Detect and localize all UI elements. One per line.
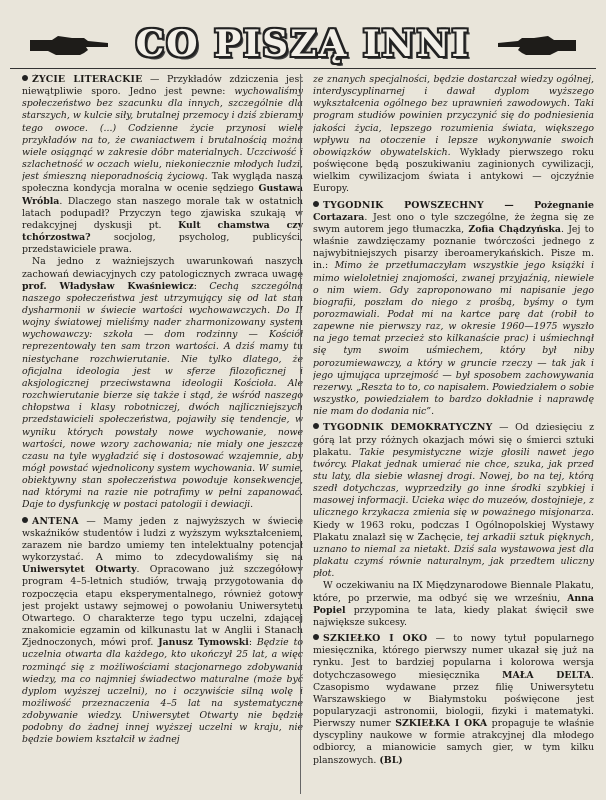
pointing-hand-left-icon [496, 34, 578, 58]
antena-continuation [313, 74, 594, 196]
person-name: Zofia Chądzyńska [468, 223, 561, 235]
right-column [313, 74, 594, 794]
text: . Jest ono o tyle szczególne, że żegna się ze swym autorem jego tłumaczka, [313, 211, 594, 235]
quote: Takie pesymistyczne wizje głosili nawet jego twórcy. Plakat jednak umierać nie chce, szuka, jak przed stu laty, dla siebie własnej drogi. Nowej, bo na tej, którą szedł dotychczas, wyprzedziły go inne środki szybkiej i masowej informacji. Ucieka więc do muzeów, dostojnieje, z ulicznego krzykacza zmienia się w poważnego misjonarza. [313, 446, 594, 519]
text: — Pożegnanie [483, 199, 594, 211]
magazine-name: SZKIEŁKA I OKA [395, 718, 488, 730]
zycie-literackie-paragraph [22, 74, 303, 256]
pointing-hand-right-icon [28, 34, 110, 58]
person-name: Gustawa Wróbla [22, 183, 303, 207]
text: W oczekiwaniu na IX Międzynarodowe Biennale Plakatu, które, po przerwie, ma odbyć się we wrześniu, [313, 580, 594, 604]
author-initials: (BL) [379, 754, 403, 766]
text: — Mamy jeden z najwyższych w świecie wskaźników studentów i ludzi z wyższym wykształceniem, zarazem nie bardzo umiemy ten intelektualny potencjał wykorzystać. A mimo to zdecydowaliśmy się na [22, 515, 303, 564]
text: propaguje te właśnie dyscypliny naukowe w formie atrakcyjnej dla młodego odbiorcy, a mianowicie samych gier, w tym kilku planszowych. [313, 718, 594, 766]
bullet-dot-icon [22, 517, 28, 523]
tygodnik-powszechny-paragraph [313, 200, 594, 419]
tygodnik-demokratyczny-paragraph [313, 422, 594, 580]
person-name: Anna Popiel [313, 592, 594, 616]
text: Na jedno z ważniejszych uwarunkowań naszych zachowań dewiacyjnych czy patologicznych zwraca uwagę [22, 256, 303, 280]
text: przypomina te lata, kiedy plakat święcił swe największe sukcesy. [313, 604, 594, 628]
rubric-title: ŻYCIE LITERACKIE [32, 74, 143, 85]
text: socjolog, psycholog, publicyści, przedstawiciele prawa. [22, 232, 303, 256]
text: Wykłady pierwszego roku poświęcone będą poszukiwaniu zaginionych cywilizacji, wielkim cywilizacjom świata i antykowi — ojczyźnie Europy. [313, 146, 594, 195]
text: . Jej to właśnie zawdzięczamy poznanie twórczości jednego z najwybitniejszych pisarzy iberoamerykańskich. Pisze m. in.: [313, 223, 594, 272]
column-divider [300, 74, 301, 794]
text: . Czasopismo wydawane przez filię Uniwersytetu Warszawskiego w Białymstoku poświęcone jest popularyzacji astronomii, biologii, fizyki i matematyki. Pierwszy numer [313, 669, 594, 730]
bullet-dot-icon [313, 201, 319, 207]
quote: wychowaliśmy społeczeństwo bez szacunku dla innych, szczególnie dla starszych, w kulcie siły, brutalnej przemocy i dziś zbieramy tego owoce. (...) Codzienne życie przynosi wiele przykładów na to, że cwaniactwem i brutalnością można wiele osiągnąć w zakresie dóbr materialnych. Uczciwość i szlachetność w oczach wielu, niekoniecznie młodych ludzi, jest śmieszną nieporadnością życiową. [22, 86, 303, 183]
text: . Dlaczego stan naszego morale tak w ostatnich latach podupadł? Przyczyn tego zjawiska szukają w redakcyjnej dyskusji pt. [22, 195, 303, 231]
header [10, 0, 596, 66]
rubric-title: SZKIEŁKO I OKO [323, 633, 428, 645]
rubric-title: ANTENA [32, 515, 79, 527]
rubric-title: TYGODNIK POWSZECHNY [323, 199, 484, 211]
discussion-title: Kult chamstwa czy tchórzostwa? [22, 219, 303, 244]
text: Tak wygląda nasza społeczna kondycja moralna w ocenie sędziego [22, 171, 303, 195]
antena-paragraph [22, 516, 303, 747]
text: — Przykładów zdziczenia jest niewątpliwie sporo. Jedno jest pewne: [22, 74, 303, 98]
person-name: prof. Władysław Kwaśniewicz [22, 280, 194, 292]
kwasniewicz-paragraph [22, 256, 303, 511]
rubric-title: TYGODNIK DEMOKRATYCZNY [323, 422, 493, 434]
text: — to nowy tytuł popularnego miesięcznika, którego pierwszy numer ukazał się już na rynku. Jest to bardziej popularna i kolorowa wersja dotychczasowego miesięcznika [313, 633, 594, 681]
bullet-dot-icon [313, 423, 319, 429]
header-rule [10, 68, 596, 69]
article-columns [22, 74, 594, 794]
szkielko-i-oko-paragraph [313, 633, 594, 767]
bullet-dot-icon [313, 634, 319, 640]
quote: Cechą szczególną naszego społeczeństwa jest utrzymujący się od lat stan dysharmonii w świecie wartości wychowawczych. Do II wojny światowej mieliśmy nader zharmonizowany system wychowawczy: szkoła — dom rodzinny — Kościół reprezentowały ten sam trzon wartości. A dziś mamy tu niestychane rozchwierutanie. Nie tylko dlatego, że oficjalna ideologia jest w sferze filozoficznej i aksjologicznej przeciwstawna ideologii Kościoła. Ale rozchwierutanie bierze się także i stąd, że wśród naszego chłopstwa i klasy robotniczej, dwóch najliczniejszych przedstawicieli społeczeństwa, pojawiły się tendencje, w wyniku których powstały nowe wychowanie, nowe wartości, nowe wzory zachowania; nie miały one jeszcze czasu na tyle wygładzić się i dostosować wzajemnie, aby mógł powstać wjednolicony system wychowania. W sumie, obiektywny stan społeczeństwa powoduje konsekwencje, nad którymi na razie nie potrafimy w pełni zapanować. Daje to dysfunkcję w postaci patologii i dewiacji. [22, 280, 303, 511]
person-name: Janusz Tymowski [158, 637, 249, 649]
quote: tej arkadii sztuk pięknych, uznano to niemal za nietakt. Dziś sala wystawowa jest dla plakatu czymś równie naturalnym, jak przedtem uliczny płot. [313, 531, 594, 580]
person-name: Cortazara [313, 211, 365, 223]
magazine-name: MAŁA DELTA [502, 669, 592, 681]
biennale-paragraph [313, 580, 594, 629]
text: : [248, 637, 257, 649]
text: — Od dziesięciu z górą lat przy różnych okazjach mówi się o śmierci sztuki plakatu. [313, 422, 594, 458]
masthead-title: CO PISZĄ INNI [135, 23, 471, 65]
text: : [193, 280, 210, 292]
text: . Opracowano już szczegółowy program 4–5-letnich studiów, trwają przygotowania do rozpoczęcia etapu eksperymentalnego, również gotowy jest projekt ustawy sejmowej o powołaniu Uniwersytetu Otwartego. O charakterze tego typu uczelni, zdającej znakomicie egzamin od kilkunastu lat w Anglii i Stanach Zjednoczonych, mówi prof. [22, 564, 303, 649]
bullet-dot-icon [22, 75, 28, 81]
quote: ze znanych specjalności, będzie dostarczał wiedzy ogólnej, interdyscyplinarnej i dawał dyplom wyższego wykształcenia ogólnego bez uprawnień zawodowych. Taki program studiów powinien przyczynić się do podniesienia jakości życia, lepszego rozumienia świata, większego wpływu na otoczenie i lepsze wykonywanie swoich obowiązków obywatelskich. [313, 74, 594, 158]
institution-name: Uniwersytet Otwarty [22, 564, 137, 576]
quote: Mimo że przetłumaczyłam wszystkie jego książki i mimo wieloletniej znajomości, zwanej przyjaźnią, niewiele o nim wiem. Gdy zaproponowano mi napisanie jego biografii, poszłam do niego z prośbą, byśmy o tym porozmawiali. Podał mi na kartce parę dat (robił to zapewne nie pierwszy raz, w okresie 1960—1975 wyszło na jego temat przecież sto kilkanaście prac) i uśmiechnął się tym swoim uśmiechem, który był niby porozumiewawczy, a który w gruncie rzeczy — tak jak i jego ujmująca uprzejmość — był sposobem zachowywania rezerwy. „Reszta to to, co napisałem. Powiedziałem o sobie wszystko, powiedziałem to bardzo dokładnie i naprawdę nie mam do dodania nic”. [313, 260, 594, 418]
quote: Będzie to uczelnia otwarta dla każdego, kto ukończył 25 lat, a więc rozminąć się z możliwościami stacjonarnego zdobywania wiedzy, ma co najmniej świadectwo maturalne (może być dyplom wyższej uczelni), no i oczywiście silną wolę i możliwość przeznaczenia 4–5 lat na systematyczne zdobywanie wiedzy. Uniwersytet Otwarty nie będzie podobny do żadnej innej wyższej uczelni w kraju, nie będzie bowiem kształcił w żadnej [22, 637, 303, 746]
left-column [22, 74, 303, 794]
text: Kiedy w 1963 roku, podczas I Ogólnopolskiej Wystawy Plakatu znalazł się w Zachęcie, [313, 519, 594, 543]
